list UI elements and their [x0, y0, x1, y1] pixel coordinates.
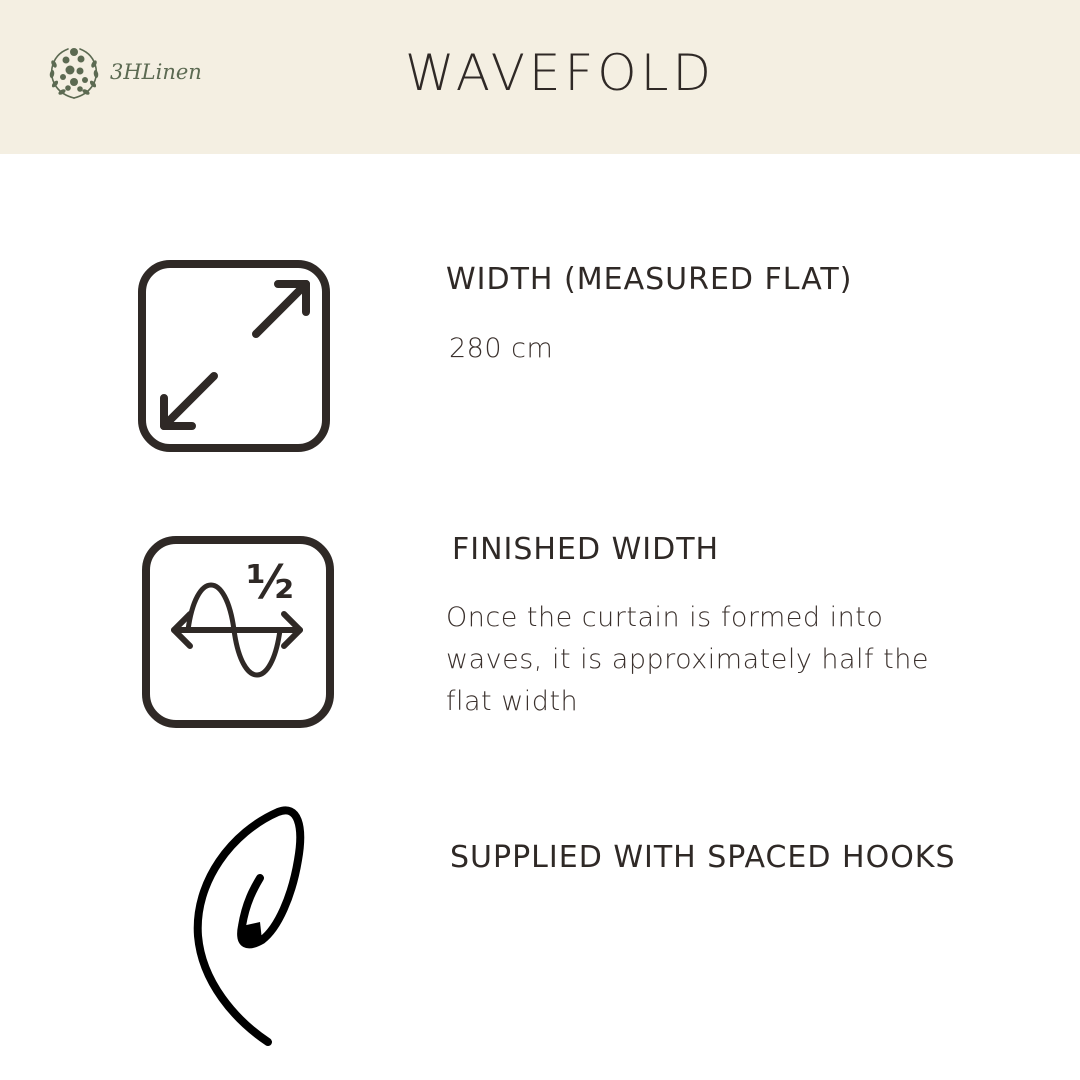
page-title: WAVEFOLD	[405, 44, 715, 102]
header-bar	[0, 0, 1080, 154]
feature-title-finished-width: FINISHED WIDTH	[452, 532, 720, 567]
half-wave-width-icon	[140, 534, 336, 730]
diagonal-resize-icon	[136, 258, 332, 454]
brand-name: 3HLinen	[110, 60, 202, 84]
feature-text-width: 280 cm	[449, 333, 554, 364]
feature-title-width: WIDTH (MEASURED FLAT)	[446, 262, 853, 297]
curtain-hook-icon	[180, 796, 320, 1052]
feature-title-hooks: SUPPLIED WITH SPACED HOOKS	[450, 840, 956, 875]
feature-text-finished-width: Once the curtain is formed into waves, it is approximately half the flat width	[446, 602, 929, 717]
half-fraction-label: ½	[246, 555, 294, 609]
